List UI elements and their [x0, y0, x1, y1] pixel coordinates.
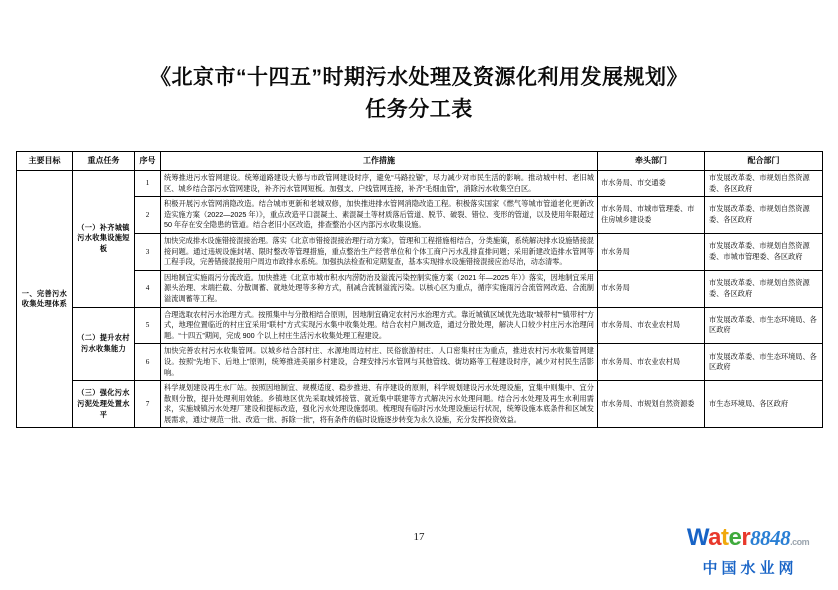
lead-department-cell: 市水务局、市城市管理委、市住房城乡建设委: [598, 197, 705, 234]
lead-department-cell: 市水务局、市交通委: [598, 171, 705, 197]
goal-cell: 一、完善污水收集处理体系: [17, 171, 73, 428]
task-cell: （三）强化污水污泥处理处置水平: [73, 381, 135, 428]
watermark-logo: [672, 525, 824, 578]
row-number: 5: [135, 307, 161, 344]
measure-cell: 加快完成排水设施错接混接治理。落实《北京市错接混接治理行动方案》，管理和工程措施相结合，分类施策，系统解决排水设施错接混接问题。通过违规设施封堵、限时整改等管理措施，重点整治生产经营单位和个体工商户污水乱排直排问题；采用新建改造排水管网等工程手段，完善错接混接用户周边市政排水系统。加强执法检查和定期复查，基本实现排水设施错接混接应治尽治，动态清零。: [161, 233, 598, 270]
lead-department-cell: 市水务局、市农业农村局: [598, 307, 705, 344]
row-number: 3: [135, 233, 161, 270]
title-line-2: 任务分工表: [365, 98, 473, 121]
table-row: [17, 307, 823, 344]
coop-department-cell: 市发展改革委、市生态环境局、各区政府: [705, 307, 823, 344]
row-number: 1: [135, 171, 161, 197]
measure-cell: 统筹推进污水管网建设。统筹道路建设大修与市政管网建设时序，避免“马路拉锯”，尽力减少对市民生活的影响。推动城中村、老旧城区、城乡结合部污水管网建设，补齐污水管网短板。加强支、户线管网连接，补齐“毛细血管”，消除污水收集空白区。: [161, 171, 598, 197]
column-header-no: 序号: [135, 152, 161, 171]
measure-cell: 因地制宜实施雨污分流改造。加快推进《北京市城市积水内涝防治及溢流污染控制实施方案（2021 年—2025 年）》落实，因地制宜采用源头治理、末端拦截、分散调蓄、就地处理等多种方式，削减合流制溢流污染。以核心区为重点，循序实施雨污合流管网改造、合流制溢流调蓄等工程。: [161, 270, 598, 307]
watermark-letter-e: e: [728, 524, 742, 551]
table-row: [17, 171, 823, 197]
coop-department-cell: 市生态环境局、各区政府: [705, 381, 823, 428]
watermark-chinese-name: 中国水业网: [702, 560, 798, 577]
document-title: [0, 0, 838, 125]
row-number: 4: [135, 270, 161, 307]
watermark-letter-r: r: [741, 524, 751, 551]
column-header-measure: 工作措施: [161, 152, 598, 171]
measure-cell: 加快完善农村污水收集管网。以城乡结合部村庄、水源地周边村庄、民俗旅游村庄、人口密集村庄为重点，推进农村污水收集管网建设。按照“先地下、后地上”原则，统筹推进美丽乡村建设，合理安排污水管网与其他管线、街坊路等工程建设时序，减少对村民生活影响。: [161, 344, 598, 381]
measure-cell: 积极开展污水管网消隐改造。结合城市更新和老城双修，加快推进排水管网消隐改造工程。积极落实国家《燃气等城市管道老化更新改造实施方案（2022—2025 年）》，重点改造平口混凝土、素混凝土等材质落后管道、脱节、破裂、错位、变形的管道，以及使用年限超过 50 年存在安全隐患的管道。结合老旧小区改造，排查整治小区内部污水收集设施。: [161, 197, 598, 234]
title-line-1: 《北京市“十四五”时期污水处理及资源化利用发展规划》: [150, 66, 688, 89]
lead-department-cell: 市水务局: [598, 233, 705, 270]
coop-department-cell: 市发展改革委、市规划自然资源委、市城市管理委、各区政府: [705, 233, 823, 270]
row-number: 7: [135, 381, 161, 428]
task-division-table: [16, 151, 823, 428]
measure-cell: 合理选取农村污水治理方式。按照集中与分散相结合原则，因地制宜确定农村污水治理方式。靠近城镇区域优先选取“城带村”“镇带村”方式，地理位置临近的村庄宜采用“联村”方式实现污水集中收集处理。结合农村户厕改造，通过分散处理，解决人口较少村庄污水治理问题。“十四五”期间，完成 900 个以上村庄生活污水收集处理工程建设。: [161, 307, 598, 344]
coop-department-cell: 市发展改革委、市生态环境局、各区政府: [705, 344, 823, 381]
watermark-dotcom: .com: [790, 537, 810, 547]
watermark-letter-a: a: [708, 524, 721, 551]
column-header-lead: 牵头部门: [598, 152, 705, 171]
column-header-task: 重点任务: [73, 152, 135, 171]
table-row: [17, 344, 823, 381]
lead-department-cell: 市水务局: [598, 270, 705, 307]
table-row: [17, 381, 823, 428]
lead-department-cell: 市水务局、市规划自然资源委: [598, 381, 705, 428]
column-header-coop: 配合部门: [705, 152, 823, 171]
task-cell: （二）提升农村污水收集能力: [73, 307, 135, 381]
column-header-goal: 主要目标: [17, 152, 73, 171]
coop-department-cell: 市发展改革委、市规划自然资源委、各区政府: [705, 270, 823, 307]
task-table-container: [16, 151, 822, 428]
watermark-number: 8848: [750, 526, 791, 550]
task-cell: （一）补齐城镇污水收集设施短板: [73, 171, 135, 308]
row-number: 2: [135, 197, 161, 234]
page-number: 17: [413, 531, 425, 543]
watermark-letter-w: W: [686, 524, 709, 551]
table-row: [17, 233, 823, 270]
table-header-row: [17, 152, 823, 171]
table-row: [17, 270, 823, 307]
row-number: 6: [135, 344, 161, 381]
watermark-wordmark: [672, 525, 824, 555]
measure-cell: 科学规划建设再生水厂站。按照因地制宜、规模适度、稳步推进、有序建设的原则，科学规划建设污水处理设施，宜集中则集中、宜分散则分散，提升处理利用效能。乡镇地区优先采取城郊接管、就近集中联建等方式解决污水处理问题。结合污水处理及再生水利用需求，实施城镇污水处理厂建设和提标改造，强化污水处理设施弱项。梳理现有临时污水处理设施运行状况，统筹设施本底条件和区域发展需求，通过“规范一批、改造一批、拆除一批”，将有条件的临时设施逐步转变为永久设施，充分发挥投资效益。: [161, 381, 598, 428]
coop-department-cell: 市发展改革委、市规划自然资源委、各区政府: [705, 171, 823, 197]
table-row: [17, 197, 823, 234]
lead-department-cell: 市水务局、市农业农村局: [598, 344, 705, 381]
watermark-letter-t: t: [720, 524, 729, 551]
coop-department-cell: 市发展改革委、市规划自然资源委、各区政府: [705, 197, 823, 234]
